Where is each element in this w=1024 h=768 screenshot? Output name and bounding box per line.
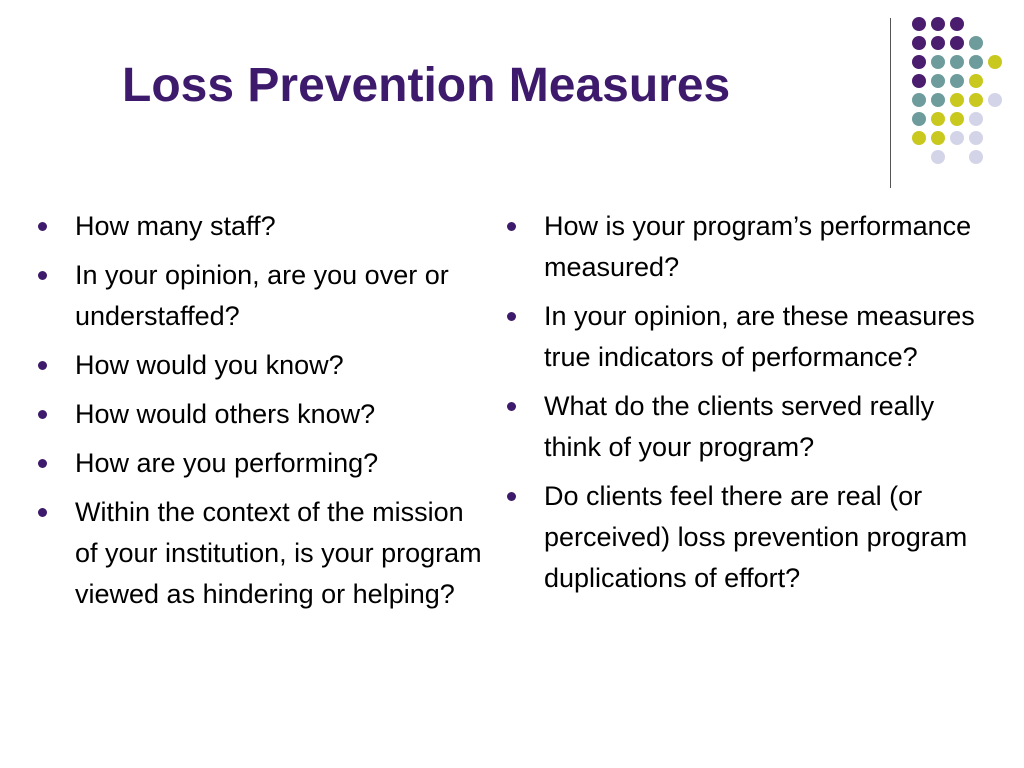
decor-dot (969, 93, 983, 107)
decor-dot (931, 74, 945, 88)
decor-dot (950, 17, 964, 31)
bullet-item (37, 394, 487, 435)
decor-dot (969, 36, 983, 50)
bullet-text: In your opinion, are these measures true indicators of performance? (544, 301, 975, 372)
decor-dot (912, 112, 926, 126)
bullet-text: In your opinion, are you over or understaffed? (75, 260, 449, 331)
decor-dot (950, 36, 964, 50)
bullet-item (506, 206, 996, 288)
decor-dot (988, 93, 1002, 107)
bullet-item (506, 476, 996, 599)
bullet-text: How would you know? (75, 350, 344, 380)
decor-dot (950, 93, 964, 107)
bullet-text: What do the clients served really think of your program? (544, 391, 935, 462)
decor-dot (912, 17, 926, 31)
decor-dot (912, 36, 926, 50)
decor-dot (912, 131, 926, 145)
decor-dot (912, 55, 926, 69)
decor-dot (969, 150, 983, 164)
decor-dot (950, 131, 964, 145)
bullet-text: How are you performing? (75, 448, 379, 478)
bullet-text: How would others know? (75, 399, 376, 429)
decor-dot (931, 112, 945, 126)
bullet-item (506, 386, 996, 468)
decor-dot (950, 55, 964, 69)
bullet-dot-icon (38, 508, 47, 517)
bullet-dot-icon (38, 222, 47, 231)
bullet-text: Do clients feel there are real (or perceived) loss prevention program duplications of effort? (544, 481, 968, 593)
bullet-item (37, 255, 487, 337)
decorative-dot-grid (900, 10, 1010, 170)
bullet-dot-icon (38, 410, 47, 419)
slide-title: Loss Prevention Measures (122, 59, 731, 112)
title-divider (890, 18, 891, 188)
decor-dot (988, 55, 1002, 69)
decor-dot (931, 131, 945, 145)
right-bullet-list (506, 206, 996, 607)
bullet-dot-icon (507, 492, 516, 501)
decor-dot (931, 36, 945, 50)
bullet-dot-icon (507, 402, 516, 411)
decor-dot (950, 112, 964, 126)
bullet-item (37, 443, 487, 484)
decor-dot (931, 93, 945, 107)
bullet-item (37, 492, 487, 615)
decor-dot (969, 112, 983, 126)
bullet-text: Within the context of the mission of your institution, is your program viewed as hindering or helping? (75, 497, 482, 609)
bullet-dot-icon (507, 312, 516, 321)
bullet-item (37, 345, 487, 386)
decor-dot (931, 55, 945, 69)
decor-dot (950, 74, 964, 88)
bullet-dot-icon (507, 222, 516, 231)
decor-dot (912, 74, 926, 88)
bullet-dot-icon (38, 459, 47, 468)
bullet-dot-icon (38, 271, 47, 280)
bullet-dot-icon (38, 361, 47, 370)
left-bullet-list (37, 206, 487, 623)
bullet-text: How is your program’s performance measured? (544, 211, 972, 282)
decor-dot (931, 150, 945, 164)
bullet-item (506, 296, 996, 378)
bullet-item (37, 206, 487, 247)
decor-dot (969, 131, 983, 145)
decor-dot (931, 17, 945, 31)
bullet-text: How many staff? (75, 211, 276, 241)
decor-dot (969, 74, 983, 88)
decor-dot (969, 55, 983, 69)
decor-dot (912, 93, 926, 107)
